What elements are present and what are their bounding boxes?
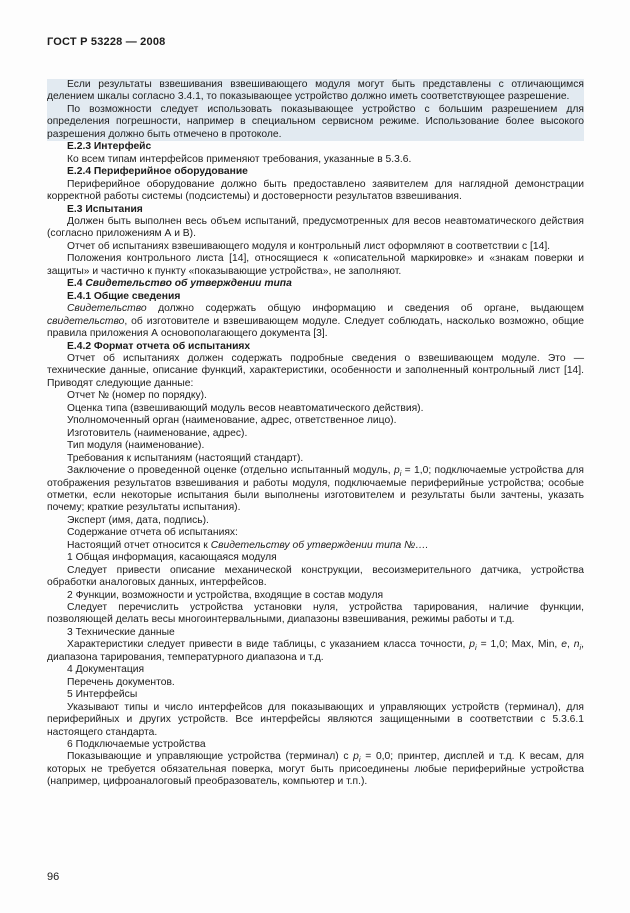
text-run: Периферийное оборудование должно быть предоставлено заявителем для наглядной демонстрации корректной работы системы (подсистемы) и достоверности результатов взвешивания. — [47, 178, 584, 203]
paragraph — [47, 465, 584, 515]
text-run: Если результаты взвешивания взвешивающего модуля могут быть представлены с отличающимся делением шкалы согласно 3.4.1, то показывающее устройство должно иметь соответствующее разрешение. — [47, 79, 584, 103]
text-run: Свидетельству об утверждении типа №…. — [210, 539, 429, 551]
text-run: По возможности следует использовать показывающее устройство с большим разрешением для определения погрешности, например в специальном сервисном режиме. Использование более высокого разрешения должно быть отмечено в протоколе. — [47, 103, 584, 140]
text-run: i — [474, 643, 477, 653]
paragraph — [47, 677, 584, 689]
text-run: Изготовитель (наименование, адрес). — [67, 427, 248, 439]
paragraph — [47, 253, 584, 278]
text-run: Требования к испытаниям (настоящий стандарт). — [67, 452, 304, 464]
section-heading — [47, 141, 584, 153]
paragraph — [47, 552, 584, 564]
document-body — [47, 79, 584, 789]
section-heading — [47, 291, 584, 303]
text-run: Заключение о проведенной оценке (отдельно испытанный модуль, — [67, 465, 394, 477]
paragraph — [47, 602, 584, 627]
text-run: Отчет № (номер по порядку). — [67, 390, 207, 402]
text-run: Показывающие и управляющие устройства (терминал) с — [67, 751, 354, 763]
document-title: ГОСТ Р 53228 — 2008 — [47, 36, 166, 48]
text-run: p — [393, 465, 400, 477]
text-run: p — [469, 639, 475, 651]
text-run: Содержание отчета об испытаниях: — [67, 527, 238, 539]
paragraph — [47, 428, 584, 440]
text-run: Перечень документов. — [67, 676, 175, 688]
paragraph — [47, 565, 584, 590]
text-run: , диапазона тарирования, температурного диапазона и т.д. — [47, 639, 584, 663]
text-run: Уполномоченный орган (наименование, адрес, ответственное лицо). — [67, 415, 397, 427]
section-heading — [47, 341, 584, 353]
text-run: Е.2.4 Периферийное оборудование — [67, 166, 248, 178]
text-run: 4 Документация — [67, 664, 145, 676]
text-run: n — [573, 639, 580, 651]
paragraph — [47, 515, 584, 527]
text-run: свидетельство — [47, 315, 125, 327]
text-run: e — [561, 639, 567, 651]
text-run: , об изготовителе и взвешивающем модуле. Следует соблюдать, насколько возможно, общие правила приложения А основополагающего документа [3]. — [47, 315, 584, 340]
section-heading — [47, 166, 584, 178]
paragraph — [47, 216, 584, 241]
text-run: Е.4 — [67, 278, 86, 290]
text-run: Следует перечислить устройства установки нуля, устройства тарирования, наличие функции, позволяющей делать весы многоинтервальными, диапазоны взвешивания, режимы работы и т.д. — [47, 602, 584, 626]
text-run: 6 Подключаемые устройства — [67, 739, 206, 751]
paragraph — [47, 739, 584, 751]
text-run: i — [579, 643, 582, 653]
text-run: i — [358, 755, 361, 765]
paragraph — [47, 403, 584, 415]
text-run: i — [399, 469, 402, 479]
text-run: должно содержать общую информацию и сведения об органе, выдающем — [146, 303, 584, 315]
text-run: p — [353, 751, 359, 763]
text-run: = 1,0; подключаемые устройства для отображения результатов взвешивания и работы модуля, подключаемые периферийные устройства; особые отметки, если некоторые испытания были выполнены изготовителем и результаты были зачтены, указать почему; краткие результаты испытания). — [47, 465, 584, 514]
paragraph — [47, 79, 584, 104]
text-run: Эксперт (имя, дата, подпись). — [67, 514, 209, 526]
text-run: = 1,0; Max, Min, — [476, 639, 562, 651]
text-run: 1 Общая информация, касающаяся модуля — [67, 552, 277, 564]
text-run: 3 Технические данные — [67, 626, 175, 638]
text-run: 2 Функции, возможности и устройства, входящие в состав модуля — [67, 589, 384, 601]
paragraph — [47, 627, 584, 639]
text-run: Следует привести описание механической конструкции, весоизмерительного датчика, устройства обработки аналоговых данных, интерфейсов. — [47, 564, 584, 589]
paragraph — [47, 440, 584, 452]
paragraph — [47, 590, 584, 602]
text-run: Е.3 Испытания — [67, 203, 143, 215]
paragraph — [47, 639, 584, 664]
text-run: = 0,0; принтер, дисплей и т.д. К весам, для которых не требуется обязательная поверка, могут быть присоединены любые периферийные устройства (например, цифроаналоговый преобразователь, компьютер и т.п.). — [47, 751, 584, 788]
paragraph — [47, 540, 584, 552]
text-run: Е.4.2 Формат отчета об испытаниях — [67, 340, 251, 352]
text-run: Свидетельство об утверждении типа — [85, 278, 292, 290]
text-run: Свидетельство — [67, 303, 147, 315]
paragraph — [47, 353, 584, 390]
paragraph — [47, 453, 584, 465]
text-run: Положения контрольного листа [14], относящиеся к «описательной маркировке» и «знакам поверки и защиты» и частично к пункту «показывающие устройства», не заполняют. — [47, 253, 584, 277]
text-run: Указывают типы и число интерфейсов для показывающих и управляющих устройств (терминал), для периферийных и других устройств. Все интерфейсы являются защищенными в соответствии с 5.3.6.1 настоящего стандарта. — [47, 701, 584, 738]
text-run: Характеристики следует привести в виде таблицы, с указанием класса точности, — [67, 639, 470, 651]
paragraph — [47, 303, 584, 340]
text-run: Е.4.1 Общие сведения — [67, 290, 181, 302]
paragraph — [47, 702, 584, 739]
text-run: , — [566, 639, 574, 651]
text-run: Должен быть выполнен весь объем испытаний, предусмотренных для весов неавтоматического действия (согласно приложениям А и В). — [47, 215, 584, 240]
text-run: Настоящий отчет относится к — [67, 539, 211, 551]
text-run: Ко всем типам интерфейсов применяют требования, указанные в 5.3.6. — [67, 153, 412, 165]
paragraph — [47, 154, 584, 166]
paragraph — [47, 689, 584, 701]
paragraph — [47, 104, 584, 141]
section-heading — [47, 278, 584, 290]
paragraph — [47, 527, 584, 539]
page-number: 96 — [47, 871, 60, 883]
section-heading — [47, 204, 584, 216]
paragraph — [47, 664, 584, 676]
text-run: 5 Интерфейсы — [67, 689, 138, 701]
text-run: Е.2.3 Интерфейс — [67, 141, 152, 153]
paragraph — [47, 415, 584, 427]
text-run: Отчет об испытаниях должен содержать подробные сведения о взвешивающем модуле. Это — технические данные, описание функций, характеристики, особенности и заполненный контрольный лист [14]. Приводят следующие данные: — [47, 352, 584, 389]
text-run: Тип модуля (наименование). — [67, 440, 205, 452]
paragraph — [47, 179, 584, 204]
paragraph — [47, 390, 584, 402]
paragraph — [47, 241, 584, 253]
text-run: Оценка типа (взвешивающий модуль весов неавтоматического действия). — [67, 402, 424, 414]
text-run: Отчет об испытаниях взвешивающего модуля и контрольный лист оформляют в соответствии с [14]. — [67, 240, 551, 252]
paragraph — [47, 751, 584, 788]
